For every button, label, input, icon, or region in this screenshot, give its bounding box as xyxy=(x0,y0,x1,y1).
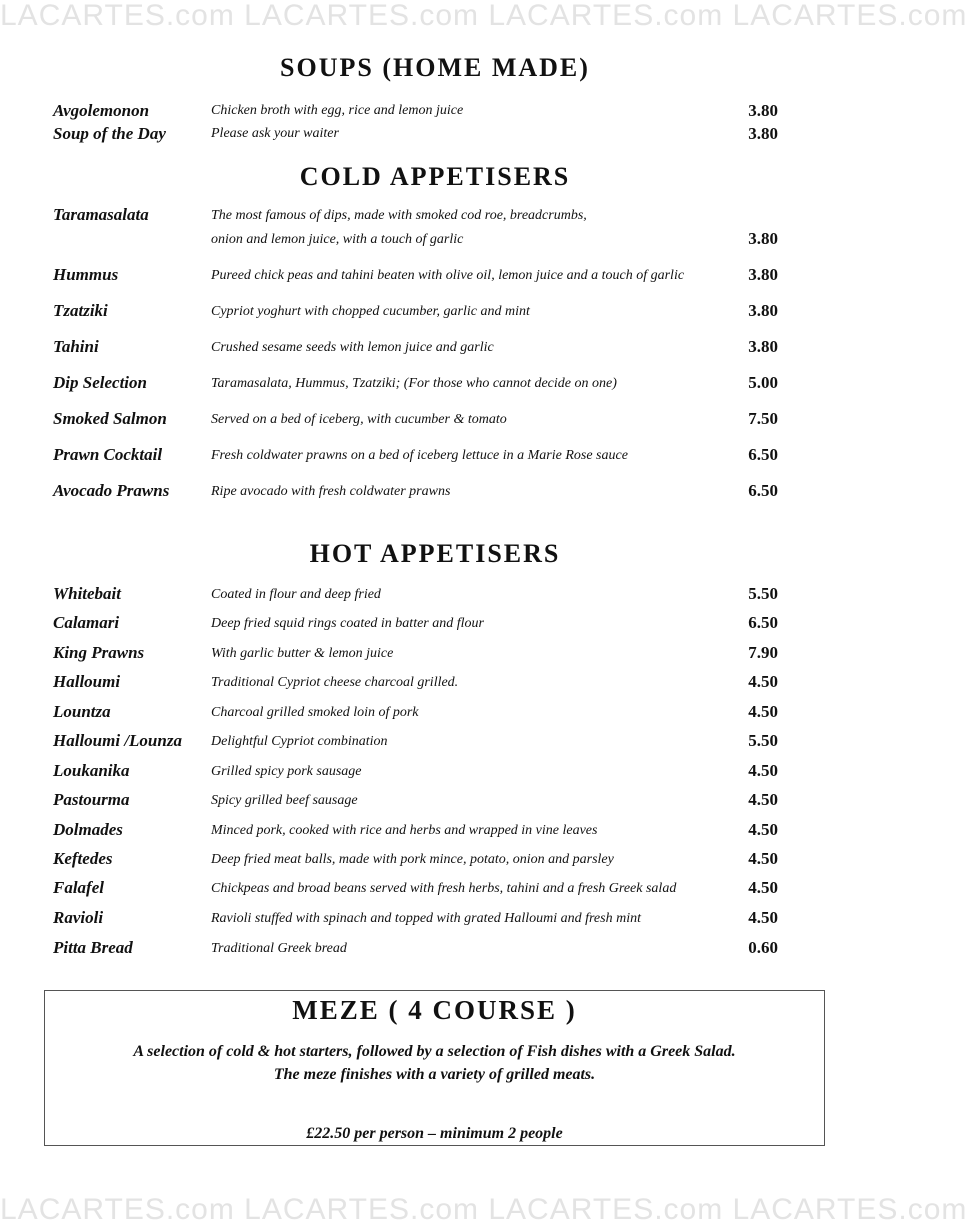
item-description: With garlic butter & lemon juice xyxy=(211,646,394,661)
hot-appetisers-heading: HOT APPETISERS xyxy=(309,539,561,568)
item-description: Traditional Cypriot cheese charcoal grilled. xyxy=(211,675,459,690)
item-price: 3.80 xyxy=(748,229,778,248)
item-description: Cypriot yoghurt with chopped cucumber, garlic and mint xyxy=(211,304,530,319)
item-price: 7.90 xyxy=(748,643,778,662)
item-name: King Prawns xyxy=(53,643,145,662)
watermark-bottom: LACARTES.com LACARTES.com LACARTES.com LACARTES.com xyxy=(0,1193,967,1226)
item-price: 7.50 xyxy=(748,409,778,428)
item-name: Avgolemonon xyxy=(53,101,150,120)
item-price: 4.50 xyxy=(748,761,778,780)
watermark-top: LACARTES.com LACARTES.com LACARTES.com LACARTES.com xyxy=(0,0,967,32)
item-price: 3.80 xyxy=(748,124,778,143)
item-description: Please ask your waiter xyxy=(211,126,339,141)
item-name: Calamari xyxy=(53,613,120,632)
item-name: Dip Selection xyxy=(53,373,147,392)
item-description: Ravioli stuffed with spinach and topped with grated Halloumi and fresh mint xyxy=(211,911,641,926)
item-name: Tzatziki xyxy=(53,301,108,320)
item-description: Deep fried meat balls, made with pork mince, potato, onion and parsley xyxy=(211,852,614,867)
item-description: Ripe avocado with fresh coldwater prawns xyxy=(211,484,451,499)
item-price: 4.50 xyxy=(748,820,778,839)
item-name: Falafel xyxy=(53,878,104,897)
item-name: Taramasalata xyxy=(53,205,149,224)
item-name: Dolmades xyxy=(53,820,123,839)
item-price: 4.50 xyxy=(748,878,778,897)
item-name: Avocado Prawns xyxy=(53,481,170,500)
soups-heading: SOUPS (HOME MADE) xyxy=(280,53,590,82)
item-name: Whitebait xyxy=(53,584,122,603)
item-description: Chickpeas and broad beans served with fresh herbs, tahini and a fresh Greek salad xyxy=(211,881,677,896)
item-description: Fresh coldwater prawns on a bed of iceberg lettuce in a Marie Rose sauce xyxy=(211,448,628,463)
item-name: Ravioli xyxy=(53,908,104,927)
item-price: 6.50 xyxy=(748,481,778,500)
item-name: Tahini xyxy=(53,337,99,356)
item-name: Pitta Bread xyxy=(53,938,133,957)
item-price: 6.50 xyxy=(748,613,778,632)
item-description: Chicken broth with egg, rice and lemon juice xyxy=(211,103,464,118)
item-name: Keftedes xyxy=(53,849,113,868)
item-name: Pastourma xyxy=(53,790,130,809)
item-price: 3.80 xyxy=(748,337,778,356)
item-name: Loukanika xyxy=(53,761,130,780)
item-description: Served on a bed of iceberg, with cucumber & tomato xyxy=(211,412,507,427)
item-description: Minced pork, cooked with rice and herbs and wrapped in vine leaves xyxy=(211,823,598,838)
item-price: 5.00 xyxy=(748,373,778,392)
item-name: Halloumi xyxy=(53,672,121,691)
item-description: Taramasalata, Hummus, Tzatziki; (For those who cannot decide on one) xyxy=(211,376,617,391)
item-name: Smoked Salmon xyxy=(53,409,167,428)
item-description: Grilled spicy pork sausage xyxy=(211,764,362,779)
item-price: 0.60 xyxy=(748,938,778,957)
item-name: Hummus xyxy=(53,265,119,284)
item-name: Prawn Cocktail xyxy=(53,445,163,464)
meze-heading: MEZE ( 4 COURSE ) xyxy=(292,995,577,1025)
meze-description-line-2: The meze finishes with a variety of grilled meats. xyxy=(273,1066,596,1083)
item-description: Delightful Cypriot combination xyxy=(211,734,388,749)
item-price: 3.80 xyxy=(748,265,778,284)
item-description: Crushed sesame seeds with lemon juice and garlic xyxy=(211,340,494,355)
item-description: Coated in flour and deep fried xyxy=(211,587,381,602)
item-description: Traditional Greek bread xyxy=(211,941,347,956)
item-description: Pureed chick peas and tahini beaten with olive oil, lemon juice and a touch of garlic xyxy=(211,268,685,283)
item-price: 4.50 xyxy=(748,849,778,868)
item-name: Lountza xyxy=(53,702,111,721)
item-price: 4.50 xyxy=(748,790,778,809)
item-description-continued: onion and lemon juice, with a touch of garlic xyxy=(211,232,464,247)
item-price: 5.50 xyxy=(748,584,778,603)
item-price: 4.50 xyxy=(748,702,778,721)
item-description: Spicy grilled beef sausage xyxy=(211,793,358,808)
item-name: Soup of the Day xyxy=(53,124,166,143)
meze-description-line-1: A selection of cold & hot starters, followed by a selection of Fish dishes with a Greek Salad. xyxy=(133,1043,736,1060)
item-price: 4.50 xyxy=(748,672,778,691)
item-price: 4.50 xyxy=(748,908,778,927)
meze-box xyxy=(44,990,825,1146)
item-description: Charcoal grilled smoked loin of pork xyxy=(211,705,419,720)
item-price: 6.50 xyxy=(748,445,778,464)
meze-price: £22.50 per person – minimum 2 people xyxy=(306,1125,563,1142)
item-name: Halloumi /Lounza xyxy=(53,731,182,750)
item-description: Deep fried squid rings coated in batter and flour xyxy=(211,616,484,631)
cold-appetisers-heading: COLD APPETISERS xyxy=(299,162,571,191)
item-price: 5.50 xyxy=(748,731,778,750)
item-description: The most famous of dips, made with smoked cod roe, breadcrumbs, xyxy=(211,208,587,223)
item-price: 3.80 xyxy=(748,301,778,320)
item-price: 3.80 xyxy=(748,101,778,120)
